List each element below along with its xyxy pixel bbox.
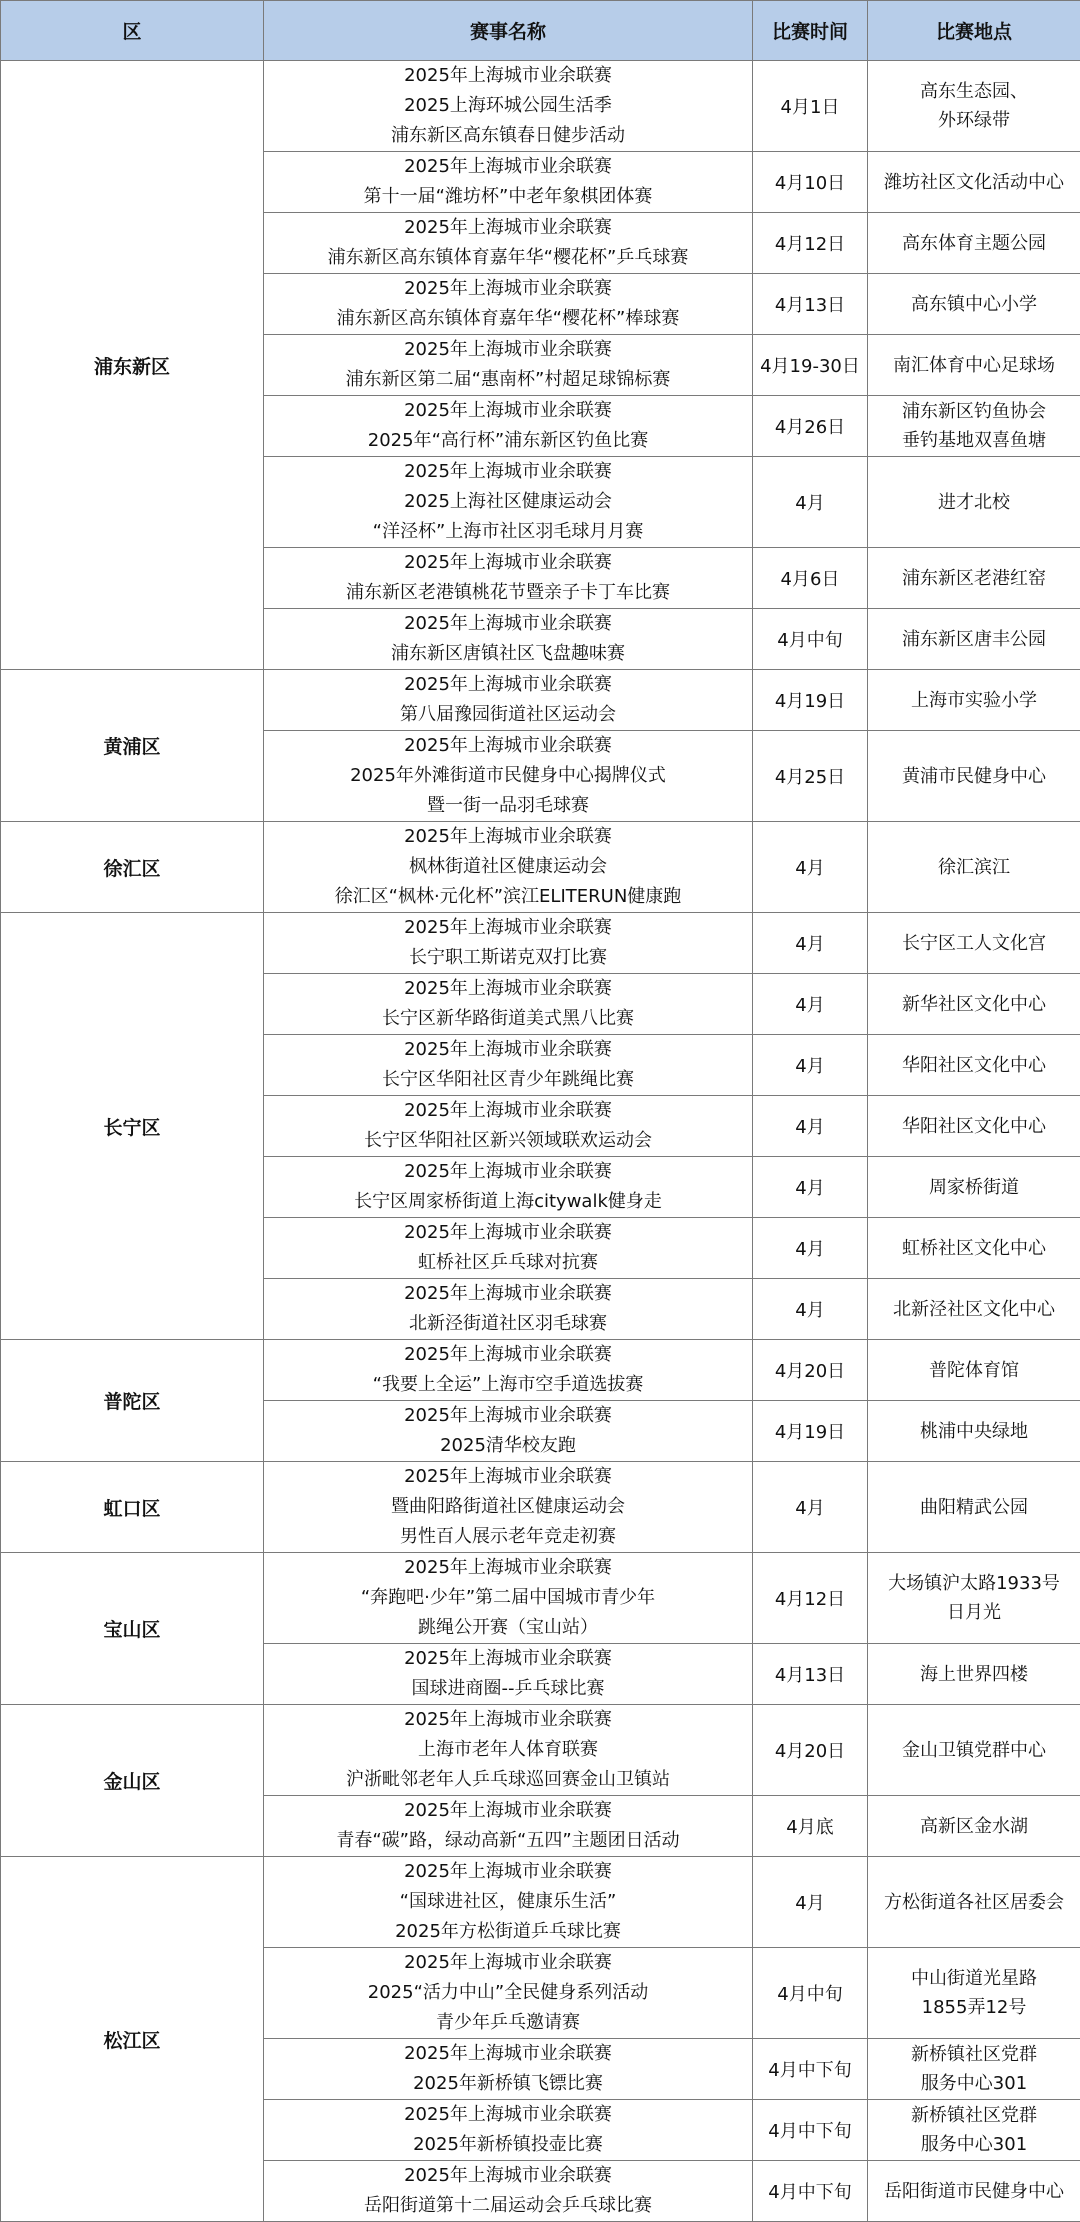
district-cell: 徐汇区 <box>1 822 264 913</box>
event-location-cell <box>868 213 1080 274</box>
event-name-line: 2025年新桥镇投壶比赛 <box>268 2130 748 2160</box>
event-name-line: 2025年上海城市业余联赛 <box>268 2039 748 2069</box>
event-name-line: 2025年上海城市业余联赛 <box>268 609 748 639</box>
event-location-line: 虹桥社区文化中心 <box>872 1234 1076 1263</box>
event-location-cell <box>868 2100 1080 2161</box>
event-location-cell <box>868 1553 1080 1644</box>
event-date-cell: 4月 <box>753 822 868 913</box>
table-row <box>1 822 1080 913</box>
event-location-line: 浦东新区唐丰公园 <box>872 625 1076 654</box>
event-date-cell: 4月13日 <box>753 274 868 335</box>
event-name-cell <box>264 1401 753 1462</box>
event-name-cell <box>264 2100 753 2161</box>
event-location-line: 桃浦中央绿地 <box>872 1417 1076 1446</box>
event-location-cell <box>868 548 1080 609</box>
event-name-line: 2025年上海城市业余联赛 <box>268 1705 748 1735</box>
event-name-cell <box>264 1553 753 1644</box>
event-name-line: 2025年上海城市业余联赛 <box>268 396 748 426</box>
event-location-cell <box>868 1705 1080 1796</box>
event-date-cell: 4月12日 <box>753 1553 868 1644</box>
event-name-line: 2025上海社区健康运动会 <box>268 487 748 517</box>
event-name-cell <box>264 974 753 1035</box>
location-header: 比赛地点 <box>868 1 1080 61</box>
event-name-line: 2025年上海城市业余联赛 <box>268 913 748 943</box>
event-date-cell: 4月 <box>753 1157 868 1218</box>
event-name-cell <box>264 731 753 822</box>
district-cell: 黄浦区 <box>1 670 264 822</box>
event-location-line: 海上世界四楼 <box>872 1660 1076 1689</box>
event-date-cell: 4月20日 <box>753 1340 868 1401</box>
event-name-cell <box>264 396 753 457</box>
event-location-cell <box>868 1462 1080 1553</box>
event-location-line: 高东镇中心小学 <box>872 290 1076 319</box>
event-date-cell: 4月12日 <box>753 213 868 274</box>
event-name-cell <box>264 1462 753 1553</box>
event-name-line: 2025“活力中山”全民健身系列活动 <box>268 1978 748 2008</box>
event-name-line: 暨一街一品羽毛球赛 <box>268 791 748 821</box>
event-name-line: 2025年上海城市业余联赛 <box>268 1340 748 1370</box>
event-location-line: 南汇体育中心足球场 <box>872 351 1076 380</box>
event-name-line: 2025年外滩街道市民健身中心揭牌仪式 <box>268 761 748 791</box>
event-location-line: 金山卫镇党群中心 <box>872 1736 1076 1765</box>
event-location-line: 1855弄12号 <box>872 1993 1076 2022</box>
event-location-line: 新桥镇社区党群 <box>872 2101 1076 2130</box>
event-name-line: 浦东新区老港镇桃花节暨亲子卡丁车比赛 <box>268 578 748 608</box>
event-name-line: 2025年上海城市业余联赛 <box>268 152 748 182</box>
event-location-line: 黄浦市民健身中心 <box>872 762 1076 791</box>
event-name-line: 2025年上海城市业余联赛 <box>268 1857 748 1887</box>
table-row <box>1 1553 1080 1644</box>
event-name-line: 2025年上海城市业余联赛 <box>268 1157 748 1187</box>
event-date-cell: 4月26日 <box>753 396 868 457</box>
event-location-line: 潍坊社区文化活动中心 <box>872 168 1076 197</box>
event-name-line: 2025年方松街道乒乓球比赛 <box>268 1917 748 1947</box>
event-location-line: 周家桥街道 <box>872 1173 1076 1202</box>
event-date-cell: 4月10日 <box>753 152 868 213</box>
event-name-line: 2025年上海城市业余联赛 <box>268 1401 748 1431</box>
event-date-cell: 4月底 <box>753 1796 868 1857</box>
event-location-line: 新华社区文化中心 <box>872 990 1076 1019</box>
event-date-cell: 4月 <box>753 1096 868 1157</box>
event-name-line: 2025清华校友跑 <box>268 1431 748 1461</box>
event-name-line: 2025年上海城市业余联赛 <box>268 1218 748 1248</box>
event-date-cell: 4月19日 <box>753 670 868 731</box>
event-name-line: 2025年上海城市业余联赛 <box>268 1553 748 1583</box>
event-name-line: 岳阳街道第十二届运动会乒乓球比赛 <box>268 2191 748 2221</box>
district-cell: 浦东新区 <box>1 61 264 670</box>
district-header: 区 <box>1 1 264 61</box>
event-name-line: 2025年上海城市业余联赛 <box>268 1035 748 1065</box>
event-location-cell <box>868 396 1080 457</box>
event-name-line: 浦东新区唐镇社区飞盘趣味赛 <box>268 639 748 669</box>
event-location-line: 北新泾社区文化中心 <box>872 1295 1076 1324</box>
event-location-line: 华阳社区文化中心 <box>872 1051 1076 1080</box>
event-location-line: 高东生态园、 <box>872 77 1076 106</box>
district-cell: 长宁区 <box>1 913 264 1340</box>
event-date-cell: 4月中下旬 <box>753 2161 868 2222</box>
event-date-cell: 4月 <box>753 1218 868 1279</box>
event-location-cell <box>868 457 1080 548</box>
event-name-line: 国球进商圈--乒乓球比赛 <box>268 1674 748 1704</box>
event-location-line: 浦东新区钓鱼协会 <box>872 397 1076 426</box>
district-cell: 虹口区 <box>1 1462 264 1553</box>
event-name-cell <box>264 1218 753 1279</box>
event-name-line: 男性百人展示老年竞走初赛 <box>268 1522 748 1552</box>
event-date-cell: 4月 <box>753 457 868 548</box>
event-name-line: 2025年上海城市业余联赛 <box>268 457 748 487</box>
event-location-line: 上海市实验小学 <box>872 686 1076 715</box>
event-name-line: 第八届豫园街道社区运动会 <box>268 700 748 730</box>
event-location-line: 服务中心301 <box>872 2069 1076 2098</box>
event-name-line: 上海市老年人体育联赛 <box>268 1735 748 1765</box>
event-name-cell <box>264 1644 753 1705</box>
event-location-line: 长宁区工人文化宫 <box>872 929 1076 958</box>
event-date-cell: 4月 <box>753 1462 868 1553</box>
event-name-line: 浦东新区高东镇体育嘉年华“樱花杯”棒球赛 <box>268 304 748 334</box>
event-location-cell <box>868 913 1080 974</box>
event-date-cell: 4月19日 <box>753 1401 868 1462</box>
event-name-cell <box>264 1157 753 1218</box>
event-location-cell <box>868 974 1080 1035</box>
event-location-cell <box>868 1948 1080 2039</box>
event-name-cell <box>264 1705 753 1796</box>
date-header: 比赛时间 <box>753 1 868 61</box>
event-name-line: “国球进社区，健康乐生活” <box>268 1887 748 1917</box>
event-date-cell: 4月中下旬 <box>753 2039 868 2100</box>
event-name-line: 2025年上海城市业余联赛 <box>268 822 748 852</box>
event-location-line: 高新区金水湖 <box>872 1812 1076 1841</box>
event-name-cell <box>264 152 753 213</box>
event-name-cell <box>264 213 753 274</box>
event-location-cell <box>868 822 1080 913</box>
event-location-line: 浦东新区老港红窑 <box>872 564 1076 593</box>
event-location-cell <box>868 1279 1080 1340</box>
event-location-cell <box>868 1218 1080 1279</box>
district-cell: 普陀区 <box>1 1340 264 1462</box>
event-name-line: 长宁区华阳社区青少年跳绳比赛 <box>268 1065 748 1095</box>
event-name-cell <box>264 1796 753 1857</box>
table-row <box>1 670 1080 731</box>
event-date-cell: 4月 <box>753 1279 868 1340</box>
event-location-cell <box>868 274 1080 335</box>
table-row <box>1 1462 1080 1553</box>
event-name-line: 2025年上海城市业余联赛 <box>268 1948 748 1978</box>
event-name-cell <box>264 670 753 731</box>
event-name-line: 徐汇区“枫林·元化杯”滨江ELITERUN健康跑 <box>268 882 748 912</box>
event-name-cell <box>264 1035 753 1096</box>
event-name-cell <box>264 1096 753 1157</box>
event-location-cell <box>868 731 1080 822</box>
event-name-cell <box>264 1279 753 1340</box>
event-name-line: “奔跑吧·少年”第二届中国城市青少年 <box>268 1583 748 1613</box>
event-name-line: 暨曲阳路街道社区健康运动会 <box>268 1492 748 1522</box>
event-location-line: 华阳社区文化中心 <box>872 1112 1076 1141</box>
district-cell: 宝山区 <box>1 1553 264 1705</box>
event-date-cell: 4月 <box>753 1035 868 1096</box>
event-name-line: 2025年上海城市业余联赛 <box>268 974 748 1004</box>
event-location-line: 曲阳精武公园 <box>872 1493 1076 1522</box>
event-name-line: 2025年上海城市业余联赛 <box>268 1796 748 1826</box>
event-location-line: 大场镇沪太路1933号 <box>872 1569 1076 1598</box>
event-name-cell <box>264 61 753 152</box>
event-name-cell <box>264 913 753 974</box>
event-name-cell <box>264 548 753 609</box>
event-location-cell <box>868 1644 1080 1705</box>
event-name-line: “我要上全运”上海市空手道选拔赛 <box>268 1370 748 1400</box>
event-date-cell: 4月19-30日 <box>753 335 868 396</box>
event-name-line: 2025年上海城市业余联赛 <box>268 213 748 243</box>
event-name-cell <box>264 274 753 335</box>
event-name-cell <box>264 1948 753 2039</box>
district-cell: 松江区 <box>1 1857 264 2222</box>
event-location-cell <box>868 1340 1080 1401</box>
header-row <box>1 1 1080 61</box>
event-name-line: 枫林街道社区健康运动会 <box>268 852 748 882</box>
event-name-cell <box>264 822 753 913</box>
table-body <box>1 61 1080 2222</box>
district-cell: 金山区 <box>1 1705 264 1857</box>
event-name-line: 2025年上海城市业余联赛 <box>268 1644 748 1674</box>
event-name-line: 北新泾街道社区羽毛球赛 <box>268 1309 748 1339</box>
table-row <box>1 61 1080 152</box>
event-location-cell <box>868 609 1080 670</box>
event-location-line: 中山街道光星路 <box>872 1964 1076 1993</box>
event-location-line: 进才北校 <box>872 488 1076 517</box>
event-location-line: 普陀体育馆 <box>872 1356 1076 1385</box>
event-name-line: 长宁区华阳社区新兴领域联欢运动会 <box>268 1126 748 1156</box>
event-location-line: 高东体育主题公园 <box>872 229 1076 258</box>
event-name-cell <box>264 2039 753 2100</box>
event-name-line: 2025年上海城市业余联赛 <box>268 731 748 761</box>
event-name-line: 第十一届“潍坊杯”中老年象棋团体赛 <box>268 182 748 212</box>
event-location-cell <box>868 152 1080 213</box>
event-location-cell <box>868 61 1080 152</box>
event-name-line: 2025年上海城市业余联赛 <box>268 61 748 91</box>
event-name-line: 2025年上海城市业余联赛 <box>268 1462 748 1492</box>
event-date-cell: 4月6日 <box>753 548 868 609</box>
table-row <box>1 1705 1080 1796</box>
event-location-line: 徐汇滨江 <box>872 853 1076 882</box>
event-name-line: 2025年上海城市业余联赛 <box>268 548 748 578</box>
event-location-cell <box>868 1401 1080 1462</box>
event-location-cell <box>868 1857 1080 1948</box>
event-name-header: 赛事名称 <box>264 1 753 61</box>
event-location-cell <box>868 2161 1080 2222</box>
event-name-line: 2025年上海城市业余联赛 <box>268 1096 748 1126</box>
event-name-cell <box>264 609 753 670</box>
event-name-line: 2025年上海城市业余联赛 <box>268 335 748 365</box>
event-location-cell <box>868 335 1080 396</box>
event-name-cell <box>264 335 753 396</box>
event-date-cell: 4月13日 <box>753 1644 868 1705</box>
event-location-line: 方松街道各社区居委会 <box>872 1888 1076 1917</box>
event-date-cell: 4月25日 <box>753 731 868 822</box>
table-row <box>1 1340 1080 1401</box>
event-date-cell: 4月 <box>753 1857 868 1948</box>
event-location-cell <box>868 1157 1080 1218</box>
event-location-line: 垂钓基地双喜鱼塘 <box>872 426 1076 455</box>
event-name-cell <box>264 1857 753 1948</box>
event-date-cell: 4月中下旬 <box>753 2100 868 2161</box>
event-date-cell: 4月 <box>753 974 868 1035</box>
event-date-cell: 4月1日 <box>753 61 868 152</box>
table-row <box>1 1857 1080 1948</box>
event-name-line: 青少年乒乓邀请赛 <box>268 2008 748 2038</box>
event-name-cell <box>264 1340 753 1401</box>
event-name-line: 2025年上海城市业余联赛 <box>268 2161 748 2191</box>
event-location-cell <box>868 1096 1080 1157</box>
event-name-line: 青春“碳”路，绿动高新“五四”主题团日活动 <box>268 1826 748 1856</box>
event-name-line: 跳绳公开赛（宝山站） <box>268 1613 748 1643</box>
event-name-line: 2025年上海城市业余联赛 <box>268 274 748 304</box>
event-date-cell: 4月中旬 <box>753 609 868 670</box>
event-name-line: 浦东新区高东镇体育嘉年华“樱花杯”乒乓球赛 <box>268 243 748 273</box>
event-location-line: 服务中心301 <box>872 2130 1076 2159</box>
event-name-line: 2025年上海城市业余联赛 <box>268 1279 748 1309</box>
event-location-line: 新桥镇社区党群 <box>872 2040 1076 2069</box>
event-name-line: 长宁区新华路街道美式黑八比赛 <box>268 1004 748 1034</box>
event-location-cell <box>868 1035 1080 1096</box>
event-name-line: 虹桥社区乒乓球对抗赛 <box>268 1248 748 1278</box>
event-name-line: 2025年新桥镇飞镖比赛 <box>268 2069 748 2099</box>
event-name-line: “洋泾杯”上海市社区羽毛球月月赛 <box>268 517 748 547</box>
event-name-line: 2025年上海城市业余联赛 <box>268 2100 748 2130</box>
event-name-cell <box>264 2161 753 2222</box>
event-location-line: 日月光 <box>872 1598 1076 1627</box>
event-name-line: 浦东新区高东镇春日健步活动 <box>268 121 748 151</box>
event-date-cell: 4月 <box>753 913 868 974</box>
event-location-cell <box>868 670 1080 731</box>
event-date-cell: 4月20日 <box>753 1705 868 1796</box>
event-name-line: 长宁区周家桥街道上海citywalk健身走 <box>268 1187 748 1217</box>
event-name-cell <box>264 457 753 548</box>
event-name-line: 长宁职工斯诺克双打比赛 <box>268 943 748 973</box>
event-location-cell <box>868 2039 1080 2100</box>
event-location-line: 外环绿带 <box>872 106 1076 135</box>
event-location-line: 岳阳街道市民健身中心 <box>872 2177 1076 2206</box>
event-location-cell <box>868 1796 1080 1857</box>
event-name-line: 2025年“高行杯”浦东新区钓鱼比赛 <box>268 426 748 456</box>
event-name-line: 沪浙毗邻老年人乒乓球巡回赛金山卫镇站 <box>268 1765 748 1795</box>
event-name-line: 2025上海环城公园生活季 <box>268 91 748 121</box>
event-name-line: 2025年上海城市业余联赛 <box>268 670 748 700</box>
event-date-cell: 4月中旬 <box>753 1948 868 2039</box>
event-name-line: 浦东新区第二届“惠南杯”村超足球锦标赛 <box>268 365 748 395</box>
table-row <box>1 913 1080 974</box>
